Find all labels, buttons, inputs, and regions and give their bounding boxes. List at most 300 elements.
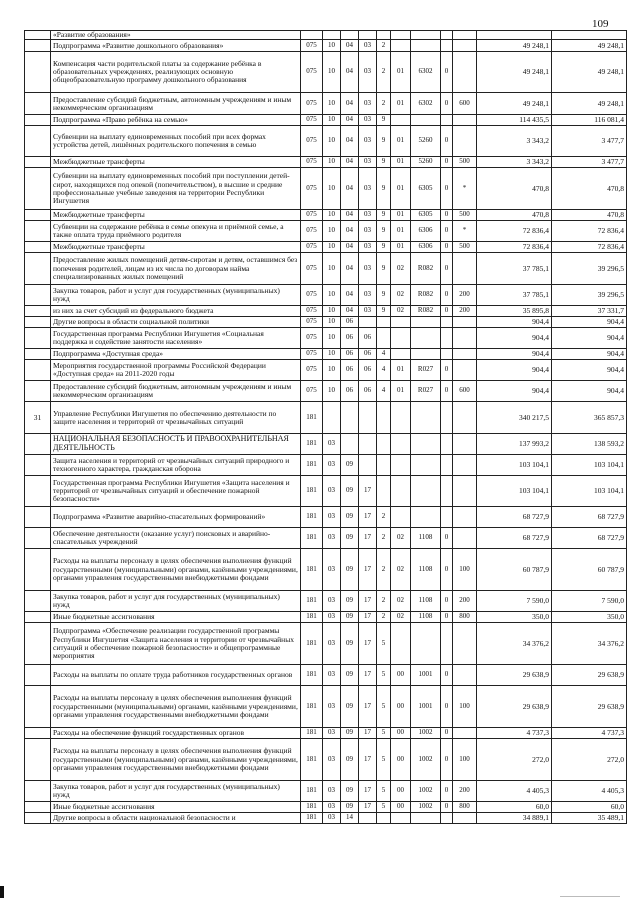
- subsection-code-cell: 04: [341, 157, 359, 168]
- expense-type-code-cell: [453, 31, 477, 40]
- subprogram-code-cell: 2: [377, 591, 391, 612]
- section-code-cell: 03: [323, 612, 341, 623]
- section-code-cell: 10: [323, 349, 341, 360]
- item-name-cell: Подпрограмма «Обеспечение реализации государственной программы Республики Ингушетия «Защита населения и территории от чрезвычайных ситуаций и обеспечение пожарной безопасности» и общепрограммные мероприятия: [51, 623, 301, 665]
- expense-type-code-cell: [453, 455, 477, 476]
- event-code-cell: [391, 476, 411, 507]
- amount-year2-cell: 272,0: [552, 739, 627, 781]
- amount-year2-cell: 4 737,3: [552, 728, 627, 739]
- event-code-cell: 02: [391, 253, 411, 285]
- subprogram-code-cell: 5: [377, 781, 391, 802]
- section-code-cell: 10: [323, 210, 341, 221]
- table-row: [25, 381, 627, 402]
- sub-direction-code-cell: 0: [441, 549, 453, 591]
- amount-year2-cell: 49 248,1: [552, 40, 627, 52]
- item-name-cell: Расходы на выплаты персоналу в целях обеспечения выполнения функций государственными (муниципальными) органами, казёнными учреждениями, органами управления государственными внебюджетными фондами: [51, 739, 301, 781]
- amount-year2-cell: 904,4: [552, 328, 627, 349]
- table-row: [25, 528, 627, 549]
- expense-type-code-cell: [453, 813, 477, 824]
- direction-code-cell: 1108: [411, 528, 441, 549]
- section-code-cell: 10: [323, 40, 341, 52]
- admin-code-cell: 181: [301, 528, 323, 549]
- subprogram-code-cell: 5: [377, 728, 391, 739]
- item-name-cell: Обеспечение деятельности (оказание услуг) поисковых и аварийно-спасательных учреждений: [51, 528, 301, 549]
- amount-year1-cell: 470,8: [477, 168, 552, 210]
- item-name-cell: Расходы на выплаты по оплате труда работников государственных органов: [51, 665, 301, 686]
- row-number-cell: [25, 221, 51, 242]
- program-code-cell: 03: [359, 40, 377, 52]
- event-code-cell: [391, 402, 411, 434]
- section-code-cell: 03: [323, 739, 341, 781]
- event-code-cell: [391, 813, 411, 824]
- subsection-code-cell: 04: [341, 93, 359, 115]
- sub-direction-code-cell: [441, 317, 453, 328]
- amount-year2-cell: 4 405,3: [552, 781, 627, 802]
- subsection-code-cell: 09: [341, 591, 359, 612]
- subprogram-code-cell: 9: [377, 115, 391, 126]
- row-number-cell: [25, 93, 51, 115]
- subprogram-code-cell: [377, 317, 391, 328]
- program-code-cell: [359, 317, 377, 328]
- sub-direction-code-cell: [441, 507, 453, 528]
- admin-code-cell: 075: [301, 210, 323, 221]
- amount-year2-cell: 116 081,4: [552, 115, 627, 126]
- direction-code-cell: 1002: [411, 802, 441, 813]
- amount-year1-cell: 68 727,9: [477, 507, 552, 528]
- item-name-cell: Закупка товаров, работ и услуг для государственных (муниципальных) нужд: [51, 781, 301, 802]
- expense-type-code-cell: 600: [453, 93, 477, 115]
- program-code-cell: 03: [359, 52, 377, 93]
- program-code-cell: 03: [359, 306, 377, 317]
- subsection-code-cell: [341, 31, 359, 40]
- page-number: 109: [592, 18, 609, 30]
- row-number-cell: [25, 360, 51, 381]
- amount-year1-cell: 103 104,1: [477, 476, 552, 507]
- amount-year2-cell: [552, 31, 627, 40]
- item-name-cell: Иные бюджетные ассигнования: [51, 612, 301, 623]
- row-number-cell: [25, 781, 51, 802]
- expense-type-code-cell: [453, 40, 477, 52]
- subsection-code-cell: 09: [341, 686, 359, 728]
- expense-type-code-cell: [453, 317, 477, 328]
- event-code-cell: 02: [391, 285, 411, 306]
- section-code-cell: 10: [323, 360, 341, 381]
- row-number-cell: [25, 317, 51, 328]
- direction-code-cell: 1002: [411, 781, 441, 802]
- item-name-cell: Другие вопросы в области национальной безопасности и: [51, 813, 301, 824]
- row-number-cell: [25, 349, 51, 360]
- sub-direction-code-cell: 0: [441, 781, 453, 802]
- subprogram-code-cell: 2: [377, 52, 391, 93]
- amount-year1-cell: 470,8: [477, 210, 552, 221]
- section-code-cell: 10: [323, 126, 341, 157]
- event-code-cell: 01: [391, 126, 411, 157]
- row-number-cell: [25, 126, 51, 157]
- program-code-cell: 17: [359, 476, 377, 507]
- expense-type-code-cell: [453, 476, 477, 507]
- program-code-cell: 06: [359, 328, 377, 349]
- subsection-code-cell: 09: [341, 507, 359, 528]
- section-code-cell: 10: [323, 52, 341, 93]
- table-row: [25, 93, 627, 115]
- program-code-cell: [359, 455, 377, 476]
- table-row: [25, 813, 627, 824]
- amount-year1-cell: 4 737,3: [477, 728, 552, 739]
- admin-code-cell: 075: [301, 242, 323, 253]
- sub-direction-code-cell: 0: [441, 157, 453, 168]
- section-code-cell: 10: [323, 285, 341, 306]
- expense-type-code-cell: *: [453, 168, 477, 210]
- section-code-cell: 10: [323, 157, 341, 168]
- item-name-cell: Мероприятия государственной программы Российской Федерации «Доступная среда» на 2011-2020 годы: [51, 360, 301, 381]
- direction-code-cell: [411, 40, 441, 52]
- event-code-cell: 01: [391, 157, 411, 168]
- direction-code-cell: 5260: [411, 157, 441, 168]
- row-number-cell: [25, 476, 51, 507]
- subprogram-code-cell: 4: [377, 381, 391, 402]
- program-code-cell: 03: [359, 221, 377, 242]
- amount-year2-cell: 60 787,9: [552, 549, 627, 591]
- row-number-cell: [25, 612, 51, 623]
- sub-direction-code-cell: [441, 115, 453, 126]
- program-code-cell: 17: [359, 528, 377, 549]
- program-code-cell: 03: [359, 253, 377, 285]
- table-row: [25, 328, 627, 349]
- section-code-cell: 03: [323, 591, 341, 612]
- expense-type-code-cell: 800: [453, 802, 477, 813]
- expense-type-code-cell: [453, 115, 477, 126]
- sub-direction-code-cell: [441, 402, 453, 434]
- amount-year2-cell: 904,4: [552, 360, 627, 381]
- amount-year1-cell: 904,4: [477, 360, 552, 381]
- item-name-cell: Закупка товаров, работ и услуг для государственных (муниципальных) нужд: [51, 591, 301, 612]
- direction-code-cell: [411, 507, 441, 528]
- amount-year2-cell: 35 489,1: [552, 813, 627, 824]
- row-number-cell: [25, 591, 51, 612]
- sub-direction-code-cell: 0: [441, 360, 453, 381]
- direction-code-cell: R027: [411, 360, 441, 381]
- section-code-cell: [323, 402, 341, 434]
- row-number-cell: [25, 507, 51, 528]
- direction-code-cell: R082: [411, 285, 441, 306]
- program-code-cell: 17: [359, 802, 377, 813]
- item-name-cell: Защита населения и территорий от чрезвычайных ситуаций природного и техногенного характера, гражданская оборона: [51, 455, 301, 476]
- row-number-cell: [25, 210, 51, 221]
- subsection-code-cell: 09: [341, 549, 359, 591]
- sub-direction-code-cell: 0: [441, 93, 453, 115]
- subsection-code-cell: 09: [341, 781, 359, 802]
- direction-code-cell: 1001: [411, 665, 441, 686]
- sub-direction-code-cell: 0: [441, 686, 453, 728]
- event-code-cell: 00: [391, 665, 411, 686]
- expense-type-code-cell: 200: [453, 306, 477, 317]
- table-row: [25, 455, 627, 476]
- admin-code-cell: 181: [301, 686, 323, 728]
- expense-type-code-cell: 500: [453, 210, 477, 221]
- section-code-cell: 03: [323, 528, 341, 549]
- event-code-cell: 02: [391, 549, 411, 591]
- program-code-cell: 03: [359, 285, 377, 306]
- admin-code-cell: 181: [301, 434, 323, 455]
- amount-year2-cell: 49 248,1: [552, 93, 627, 115]
- direction-code-cell: [411, 476, 441, 507]
- amount-year1-cell: 904,4: [477, 317, 552, 328]
- subsection-code-cell: 04: [341, 242, 359, 253]
- table-row: [25, 402, 627, 434]
- row-number-cell: [25, 802, 51, 813]
- row-number-cell: [25, 381, 51, 402]
- amount-year1-cell: 60,0: [477, 802, 552, 813]
- admin-code-cell: 075: [301, 221, 323, 242]
- program-code-cell: 17: [359, 507, 377, 528]
- section-code-cell: 03: [323, 686, 341, 728]
- row-number-cell: [25, 157, 51, 168]
- amount-year2-cell: 60,0: [552, 802, 627, 813]
- subprogram-code-cell: 4: [377, 360, 391, 381]
- amount-year1-cell: [477, 31, 552, 40]
- admin-code-cell: 075: [301, 52, 323, 93]
- table-row: [25, 157, 627, 168]
- row-number-cell: [25, 728, 51, 739]
- subsection-code-cell: 04: [341, 115, 359, 126]
- admin-code-cell: 181: [301, 455, 323, 476]
- event-code-cell: 01: [391, 52, 411, 93]
- table-row: [25, 728, 627, 739]
- sub-direction-code-cell: [441, 349, 453, 360]
- subsection-code-cell: 06: [341, 349, 359, 360]
- row-number-cell: [25, 665, 51, 686]
- section-code-cell: 10: [323, 381, 341, 402]
- section-code-cell: 03: [323, 781, 341, 802]
- table-row: [25, 739, 627, 781]
- program-code-cell: 17: [359, 591, 377, 612]
- subsection-code-cell: 04: [341, 52, 359, 93]
- section-code-cell: 10: [323, 253, 341, 285]
- subsection-code-cell: 04: [341, 40, 359, 52]
- amount-year2-cell: 350,0: [552, 612, 627, 623]
- item-name-cell: Компенсация части родительской платы за содержание ребёнка в образовательных учреждениях, реализующих основную общеобразовательную программу дошкольного образования: [51, 52, 301, 93]
- section-code-cell: 03: [323, 549, 341, 591]
- expense-type-code-cell: 100: [453, 739, 477, 781]
- expense-type-code-cell: [453, 126, 477, 157]
- section-code-cell: 10: [323, 242, 341, 253]
- subsection-code-cell: 04: [341, 285, 359, 306]
- amount-year2-cell: 470,8: [552, 168, 627, 210]
- section-code-cell: [323, 31, 341, 40]
- subprogram-code-cell: [377, 31, 391, 40]
- admin-code-cell: 181: [301, 813, 323, 824]
- subsection-code-cell: 09: [341, 623, 359, 665]
- amount-year1-cell: 34 889,1: [477, 813, 552, 824]
- scan-margin-mark: [0, 886, 4, 898]
- sub-direction-code-cell: 0: [441, 665, 453, 686]
- table-row: [25, 221, 627, 242]
- table-row: [25, 781, 627, 802]
- expense-type-code-cell: [453, 665, 477, 686]
- subprogram-code-cell: 5: [377, 802, 391, 813]
- program-code-cell: [359, 813, 377, 824]
- direction-code-cell: [411, 402, 441, 434]
- direction-code-cell: 6306: [411, 242, 441, 253]
- event-code-cell: 02: [391, 612, 411, 623]
- subprogram-code-cell: 2: [377, 93, 391, 115]
- item-name-cell: из них за счет субсидий из федерального бюджета: [51, 306, 301, 317]
- item-name-cell: Другие вопросы в области социальной политики: [51, 317, 301, 328]
- item-name-cell: Подпрограмма «Право ребёнка на семью»: [51, 115, 301, 126]
- row-number-cell: [25, 434, 51, 455]
- section-code-cell: 10: [323, 317, 341, 328]
- amount-year1-cell: 272,0: [477, 739, 552, 781]
- admin-code-cell: 075: [301, 317, 323, 328]
- table-row: [25, 507, 627, 528]
- subsection-code-cell: 09: [341, 612, 359, 623]
- amount-year2-cell: 72 836,4: [552, 221, 627, 242]
- program-code-cell: 17: [359, 781, 377, 802]
- row-number-cell: [25, 455, 51, 476]
- subsection-code-cell: 09: [341, 728, 359, 739]
- item-name-cell: Подпрограмма «Развитие дошкольного образования»: [51, 40, 301, 52]
- program-code-cell: 03: [359, 157, 377, 168]
- subsection-code-cell: [341, 402, 359, 434]
- amount-year2-cell: 68 727,9: [552, 507, 627, 528]
- table-row: [25, 665, 627, 686]
- admin-code-cell: 075: [301, 253, 323, 285]
- direction-code-cell: [411, 434, 441, 455]
- section-code-cell: 10: [323, 328, 341, 349]
- amount-year1-cell: 72 836,4: [477, 221, 552, 242]
- direction-code-cell: 6302: [411, 52, 441, 93]
- expense-type-code-cell: 600: [453, 381, 477, 402]
- section-code-cell: 03: [323, 665, 341, 686]
- table-row: [25, 40, 627, 52]
- amount-year2-cell: 138 593,2: [552, 434, 627, 455]
- direction-code-cell: R082: [411, 306, 441, 317]
- amount-year2-cell: 103 104,1: [552, 476, 627, 507]
- admin-code-cell: 181: [301, 402, 323, 434]
- table-row: [25, 623, 627, 665]
- direction-code-cell: [411, 813, 441, 824]
- admin-code-cell: 181: [301, 802, 323, 813]
- subprogram-code-cell: 2: [377, 528, 391, 549]
- subprogram-code-cell: 5: [377, 739, 391, 781]
- item-name-cell: Предоставление субсидий бюджетным, автономным учреждениям и иным некоммерческим организациям: [51, 381, 301, 402]
- direction-code-cell: R082: [411, 253, 441, 285]
- table-row: [25, 360, 627, 381]
- program-code-cell: 17: [359, 612, 377, 623]
- expense-type-code-cell: [453, 360, 477, 381]
- table-row: [25, 612, 627, 623]
- amount-year1-cell: 34 376,2: [477, 623, 552, 665]
- expense-type-code-cell: [453, 349, 477, 360]
- event-code-cell: 01: [391, 242, 411, 253]
- subprogram-code-cell: 5: [377, 686, 391, 728]
- subsection-code-cell: 04: [341, 253, 359, 285]
- amount-year1-cell: 4 405,3: [477, 781, 552, 802]
- program-code-cell: 03: [359, 242, 377, 253]
- program-code-cell: 17: [359, 728, 377, 739]
- subprogram-code-cell: 2: [377, 507, 391, 528]
- admin-code-cell: 075: [301, 306, 323, 317]
- item-name-cell: Управление Республики Ингушетия по обеспечению деятельности по защите населения и территорий от чрезвычайных ситуаций: [51, 402, 301, 434]
- item-name-cell: Закупка товаров, работ и услуг для государственных (муниципальных) нужд: [51, 285, 301, 306]
- amount-year1-cell: 35 895,8: [477, 306, 552, 317]
- item-name-cell: Межбюджетные трансферты: [51, 242, 301, 253]
- expense-type-code-cell: [453, 434, 477, 455]
- amount-year1-cell: 904,4: [477, 381, 552, 402]
- event-code-cell: 00: [391, 802, 411, 813]
- direction-code-cell: 6302: [411, 93, 441, 115]
- sub-direction-code-cell: [441, 40, 453, 52]
- amount-year1-cell: 72 836,4: [477, 242, 552, 253]
- expense-type-code-cell: [453, 402, 477, 434]
- subprogram-code-cell: 9: [377, 168, 391, 210]
- item-name-cell: Субвенции на содержание ребёнка в семье опекуна и приёмной семье, а также оплата труда приёмного родителя: [51, 221, 301, 242]
- row-number-cell: [25, 285, 51, 306]
- sub-direction-code-cell: 0: [441, 381, 453, 402]
- event-code-cell: 01: [391, 381, 411, 402]
- admin-code-cell: 181: [301, 739, 323, 781]
- amount-year1-cell: 49 248,1: [477, 52, 552, 93]
- sub-direction-code-cell: 0: [441, 306, 453, 317]
- amount-year1-cell: 350,0: [477, 612, 552, 623]
- section-code-cell: 10: [323, 221, 341, 242]
- sub-direction-code-cell: 0: [441, 612, 453, 623]
- subsection-code-cell: 06: [341, 328, 359, 349]
- subsection-code-cell: [341, 434, 359, 455]
- direction-code-cell: 1002: [411, 739, 441, 781]
- item-name-cell: Подпрограмма «Развитие аварийно-спасательных формирований»: [51, 507, 301, 528]
- sub-direction-code-cell: 0: [441, 728, 453, 739]
- admin-code-cell: 181: [301, 728, 323, 739]
- subprogram-code-cell: 2: [377, 549, 391, 591]
- amount-year2-cell: 37 331,7: [552, 306, 627, 317]
- section-code-cell: 03: [323, 813, 341, 824]
- amount-year1-cell: 103 104,1: [477, 455, 552, 476]
- program-code-cell: 03: [359, 210, 377, 221]
- amount-year2-cell: 365 857,3: [552, 402, 627, 434]
- section-code-cell: 03: [323, 455, 341, 476]
- event-code-cell: 01: [391, 221, 411, 242]
- item-name-cell: Иные бюджетные ассигнования: [51, 802, 301, 813]
- row-number-cell: [25, 253, 51, 285]
- subprogram-code-cell: 9: [377, 306, 391, 317]
- sub-direction-code-cell: 0: [441, 739, 453, 781]
- subprogram-code-cell: 2: [377, 612, 391, 623]
- subsection-code-cell: 09: [341, 739, 359, 781]
- amount-year1-cell: 29 638,9: [477, 665, 552, 686]
- amount-year2-cell: 470,8: [552, 210, 627, 221]
- row-number-cell: [25, 528, 51, 549]
- direction-code-cell: [411, 31, 441, 40]
- expense-type-code-cell: [453, 52, 477, 93]
- direction-code-cell: 5260: [411, 126, 441, 157]
- table-row: [25, 802, 627, 813]
- row-number-cell: [25, 31, 51, 40]
- item-name-cell: Подпрограмма «Доступная среда»: [51, 349, 301, 360]
- amount-year2-cell: 904,4: [552, 317, 627, 328]
- item-name-cell: Предоставление субсидий бюджетным, автономным учреждениям и иным некоммерческим организациям: [51, 93, 301, 115]
- item-name-cell: Расходы на обеспечение функций государственных органов: [51, 728, 301, 739]
- row-number-cell: [25, 115, 51, 126]
- sub-direction-code-cell: 0: [441, 591, 453, 612]
- amount-year1-cell: 3 343,2: [477, 126, 552, 157]
- row-number-cell: 31: [25, 402, 51, 434]
- subprogram-code-cell: [377, 813, 391, 824]
- subsection-code-cell: 09: [341, 455, 359, 476]
- program-code-cell: [359, 434, 377, 455]
- subprogram-code-cell: 9: [377, 285, 391, 306]
- direction-code-cell: R027: [411, 381, 441, 402]
